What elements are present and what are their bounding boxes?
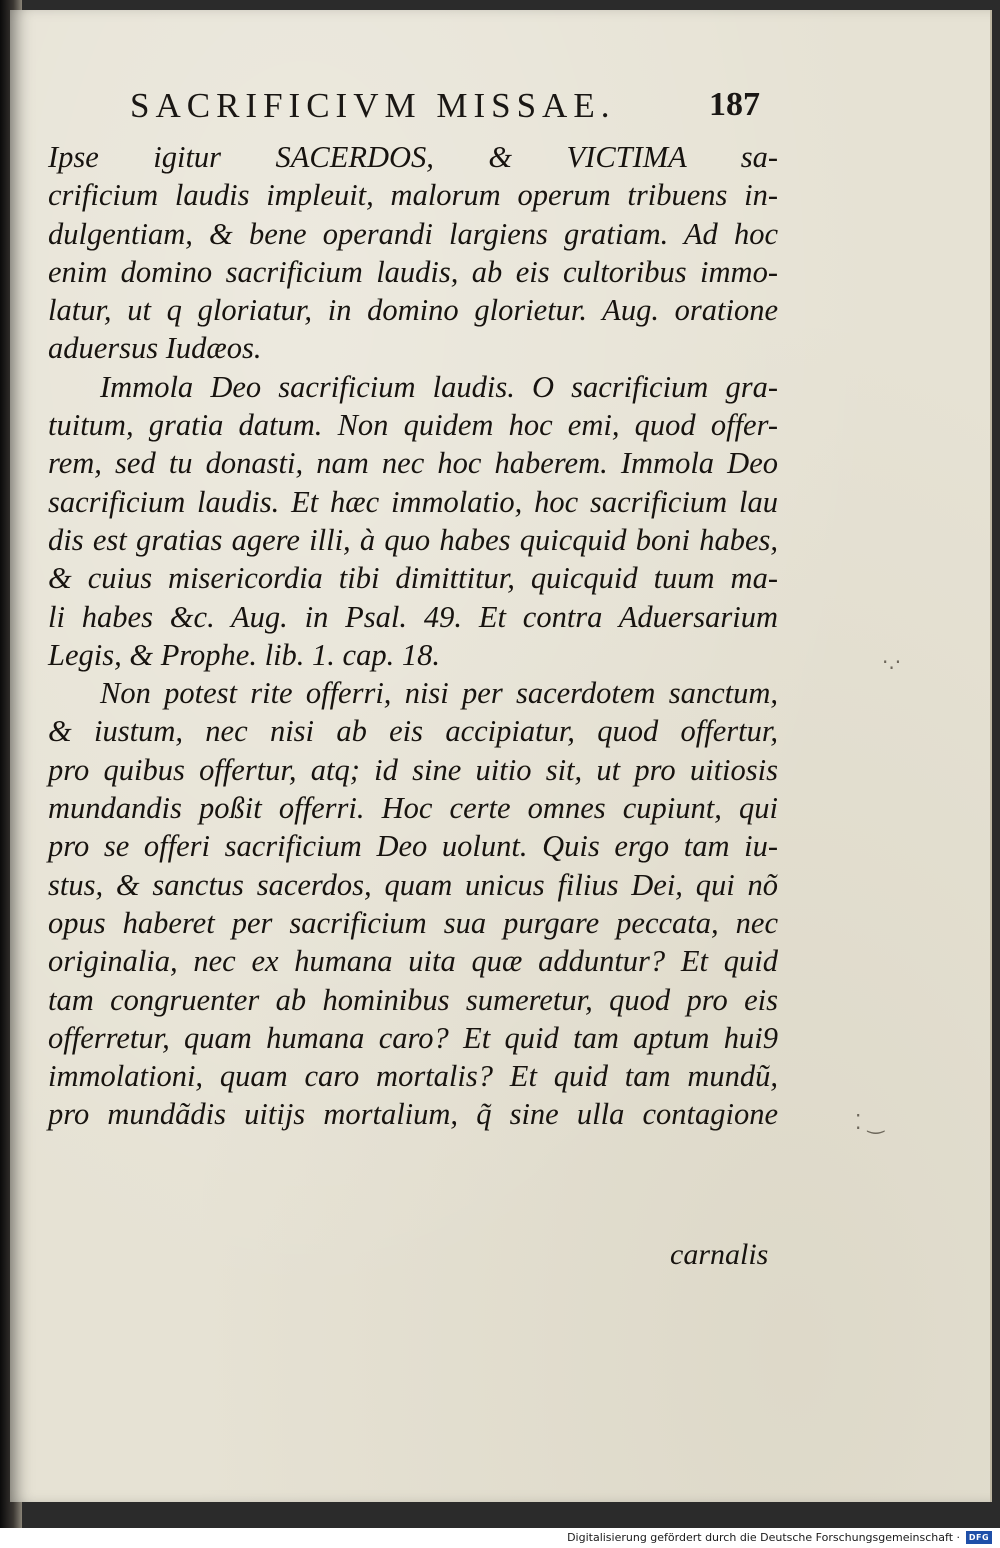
text-line: tam congruenter ab hominibus sumeretur, quod pro eis [48,982,778,1017]
text-line: pro mundãdis uitijs mortalium, q̃ sine ulla contagione [48,1097,778,1132]
page-header [120,86,760,136]
text-line: pro quibus offertur, atq; id sine uitio sit, ut pro uitiosis [48,752,778,787]
text-line: immolationi, quam caro mortalis? Et quid tam mundũ, [48,1059,778,1094]
text-line: Ipse igitur SACERDOS, & VICTIMA sa- [48,140,778,174]
catchword: carnalis [670,1238,769,1271]
margin-smudge: ·.· [882,650,902,674]
text-line: & iustum, nec nisi ab eis accipiatur, quod offertur, [48,714,778,749]
book-page [10,10,992,1502]
text-line: crificium laudis impleuit, malorum operum tribuens in- [48,178,778,213]
margin-smudge: ⁚ ‿ [855,1110,884,1134]
text-line: tuitum, gratia datum. Non quidem hoc emi, quod offer- [48,408,778,443]
text-line: aduersus Iudæos. [48,331,262,366]
text-line: rem, sed tu donasti, nam nec hoc haberem. Immola Deo [48,446,778,481]
footer-bar [0,1528,1000,1548]
text-line: pro se offeri sacrificium Deo uolunt. Quis ergo tam iu- [48,829,778,864]
text-line: originalia, nec ex humana uita quæ adduntur? Et quid [48,944,778,979]
text-line: dulgentiam, & bene operandi largiens gratiam. Ad hoc [48,216,778,251]
text-line: opus haberet per sacrificium sua purgare peccata, nec [48,905,778,940]
dfg-logo: DFG [966,1531,992,1544]
text-line: stus, & sanctus sacerdos, quam unicus filius Dei, qui nõ [48,867,778,902]
text-line: latur, ut q gloriatur, in domino glorietur. Aug. oratione [48,293,778,328]
body-text [48,138,778,1134]
folio-number: 187 [709,86,760,123]
text-line: offerretur, quam humana caro? Et quid tam aptum hui9 [48,1020,778,1055]
text-line: mundandis poßit offerri. Hoc certe omnes cupiunt, qui [48,791,778,826]
text-line: & cuius misericordia tibi dimittitur, quicquid tuum ma- [48,561,778,596]
text-line: sacrificium laudis. Et hæc immolatio, hoc sacrificium lau [48,484,778,519]
text-line: Non potest rite offerri, nisi per sacerdotem sanctum, [100,676,778,711]
text-line: dis est gratias agere illi, à quo habes quicquid boni habes, [48,522,778,557]
funding-credit: Digitalisierung gefördert durch die Deutsche Forschungsgemeinschaft · [567,1531,960,1544]
text-line: enim domino sacrificium laudis, ab eis cultoribus immo- [48,254,778,289]
text-line: Legis, & Prophe. lib. 1. cap. 18. [48,637,440,672]
running-title: SACRIFICIVM MISSAE. [130,86,616,125]
text-line: li habes &c. Aug. in Psal. 49. Et contra Aduersarium [48,599,778,634]
text-line: Immola Deo sacrificium laudis. O sacrificium gra- [100,369,778,404]
